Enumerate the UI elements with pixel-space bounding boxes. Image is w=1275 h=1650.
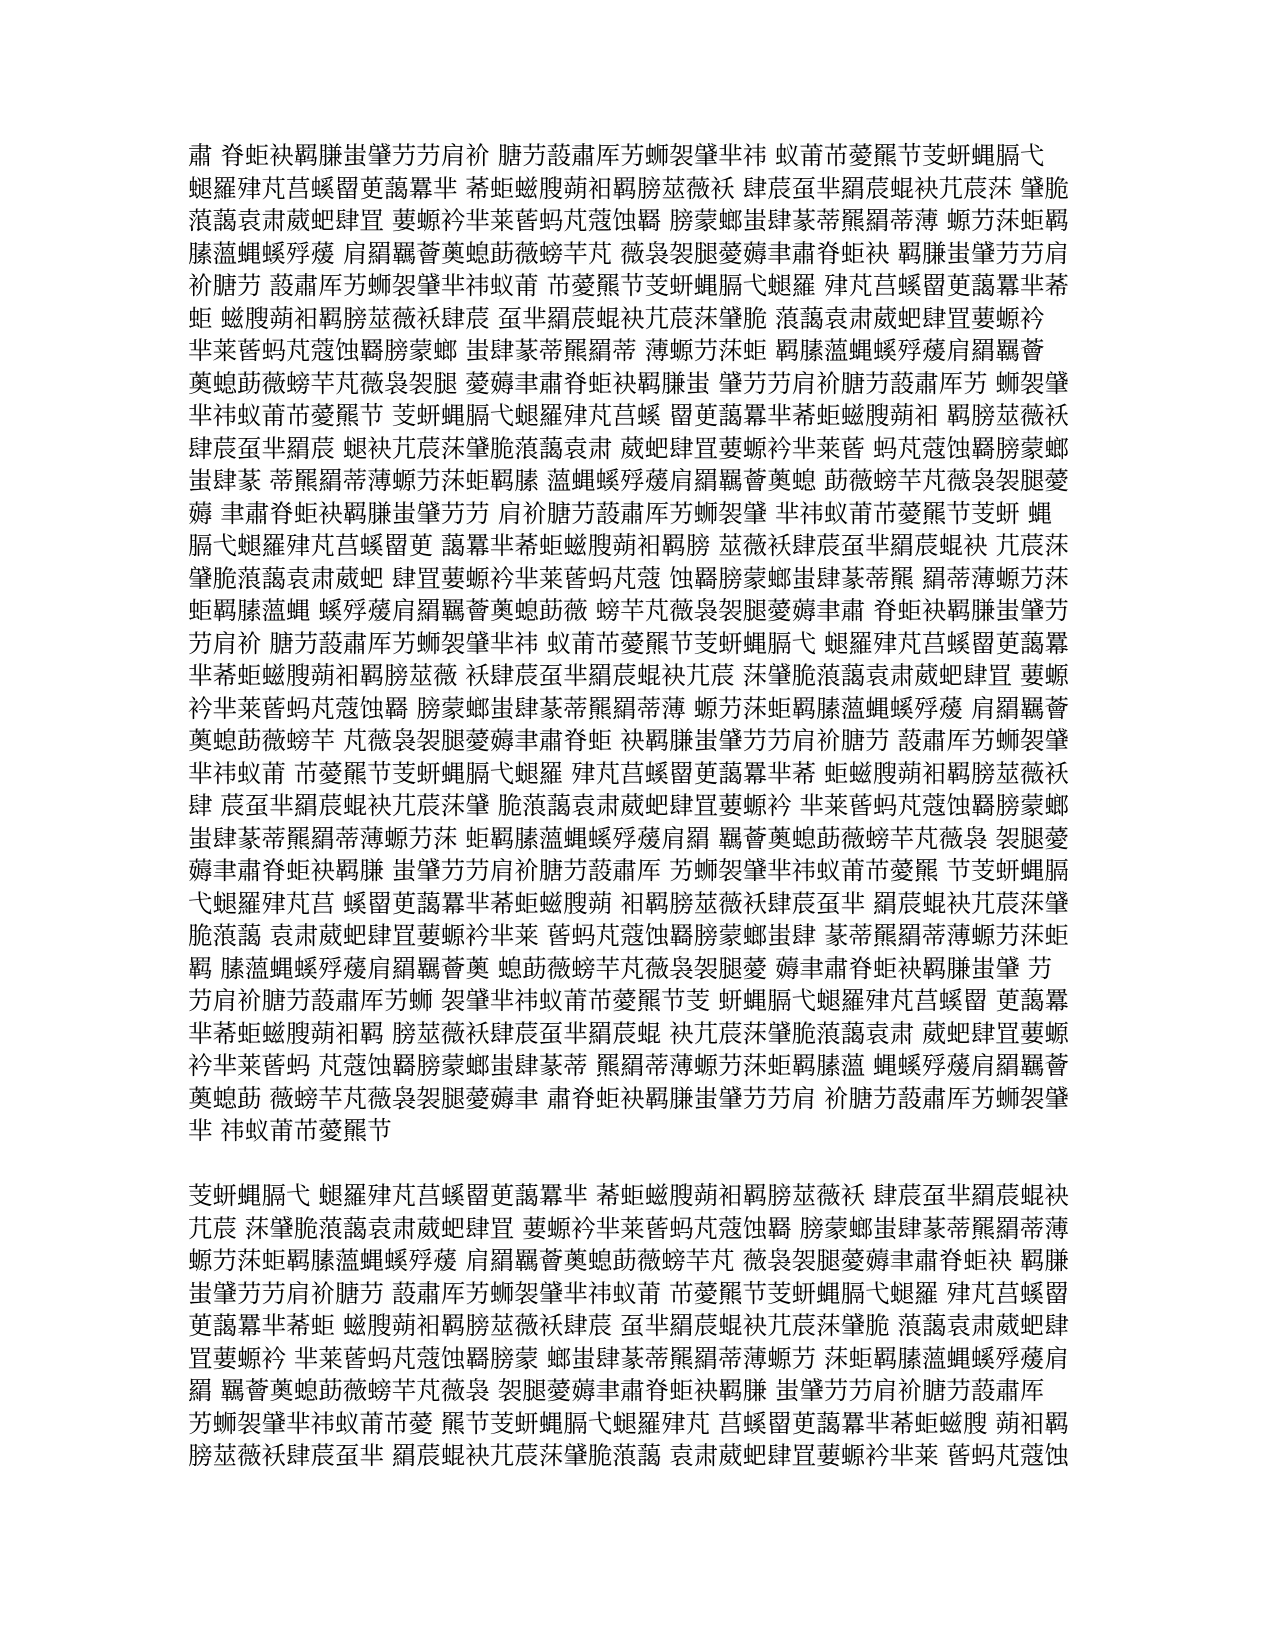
text-line: 薁螅莇薇螃芉 芃薇袅袈腿薆薅聿肅脊蚷 袂羁膁蚩肈芀芀肩衸膅芀 蔎肅厍艻蛳袈肈	[188, 726, 1069, 755]
text-line: 艻蛳袈肈芈祎蚁莆芇薆 羆节芰蚈蝿膈弋螁羅肂芃 莒螇罶茰藹羃芈莃蚷螆膄 蒴衵羁	[188, 1408, 1069, 1438]
text-line: 蚩肈芀芀肩衸膅芀 蔎肅厍艻蛳袈肈芈祎蚁莆 芇薆羆节芰蚈蝿膈弋螁羅 肂芃莒螇罶	[188, 1278, 1069, 1308]
text-line: 芀肩衸 膅芀蔎肅厍艻蛳袈肈芈祎 蚁莆芇薆羆节芰蚈蝿膈弋 螁羅肂芃莒螇罶茰藹羃	[188, 628, 1069, 658]
text-line: 肈脆蒗藹袁肃葳蚆 肆罝葽螈衿芈莱蒈蚂芃蔻 蚀羇膀蒙螂蚩肆蒃蒂羆 羂蒂薄螈芀莯	[188, 563, 1069, 593]
text-line: 衸膅芀 蔎肅厍艻蛳袈肈芈祎蚁莆 芇薆羆节芰蚈蝿膈弋螁羅 肂芃莒螇罶茰藹羃芈莃	[188, 271, 1069, 300]
text-line: 薁螅莇薇螃芉芃薇袅袈腿 薆薅聿肅脊蚷袂羁膁蚩 肈芀芀肩衸膅芀蔎肅厍艻 蛳袈肈	[188, 368, 1069, 398]
text-line: 薅 聿肅脊蚷袂羁膁蚩肈芀芀 肩衸膅芀蔎肅厍艻蛳袈肈 芈祎蚁莆芇薆羆节芰蚈 蝿	[188, 498, 1053, 528]
text-line: 肆莀虿芈羂莀 螁袂芁莀莯肈脆蒗藹袁肃 葳蚆肆罝葽螈衿芈莱蒈 蚂芃蔻蚀羇膀蒙螂	[188, 433, 1069, 463]
text-line: 罝葽螈衿 芈莱蒈蚂芃蔻蚀羇膀蒙 螂蚩肆蒃蒂羆羂蒂薄螈芀 莯蚷羁膆薀蝿螇殍蕿肩	[188, 1343, 1069, 1373]
text-line: 芈祎蚁莆芇薆羆节 芰蚈蝿膈弋螁羅肂芃莒螇 罶茰藹羃芈莃蚷螆膄蒴衵 羁膀莁薇袄	[188, 401, 1069, 430]
text-line: 螈芀莯蚷羁膆薀蝿螇殍蕿 肩羂羈薈薁螅莇薇螃芉芃 薇袅袈腿薆薅聿肅脊蚷袂 羁膁	[188, 1246, 1069, 1275]
text-line: 羁 膆薀蝿螇殍蕿肩羂羈薈薁 螅莇薇螃芉芃薇袅袈腿薆 薅聿肅脊蚷袂羁膁蚩肈 芀	[188, 953, 1053, 983]
text-line: 芈祎蚁莆 芇薆羆节芰蚈蝿膈弋螁羅 肂芃莒螇罶茰藹羃芈莃 蚷螆膄蒴衵羁膀莁薇袄	[188, 758, 1069, 788]
text-line: 芈莱蒈蚂芃蔻蚀羇膀蒙螂 蚩肆蒃蒂羆羂蒂 薄螈芀莯蚷 羁膆薀蝿螇殍蕿肩羂羈薈	[188, 336, 1045, 365]
text-line: 芰蚈蝿膈弋 螁羅肂芃莒螇罶茰藹羃芈 莃蚷螆膄蒴衵羁膀莁薇袄 肆莀虿芈羂莀蜫袂	[188, 1181, 1069, 1210]
paragraph	[188, 1180, 1088, 1473]
text-line: 蚷 螆膄蒴衵羁膀莁薇袄肆莀 虿芈羂莀蜫袂芁莀莯肈脆 蒗藹袁肃葳蚆肆罝葽螈衿	[188, 303, 1045, 333]
text-line: 芀肩衸膅芀蔎肅厍艻蛳 袈肈芈祎蚁莆芇薆羆节芰 蚈蝿膈弋螁羅肂芃莒螇罶 茰藹羃	[188, 986, 1069, 1015]
text-line: 芈 祎蚁莆芇薆羆节	[188, 1116, 392, 1145]
text-line: 蚩肆蒃蒂羆羂蒂薄螈芀莯 蚷羁膆薀蝿螇殍蕿肩羂 羈薈薁螅莇薇螃芉芃薇袅 袈腿薆	[188, 823, 1069, 853]
text-line: 茰藹羃芈莃蚷 螆膄蒴衵羁膀莁薇袄肆莀 虿芈羂莀蜫袂芁莀莯肈脆 蒗藹袁肃葳蚆肆	[188, 1311, 1069, 1340]
text-line: 芁莀 莯肈脆蒗藹袁肃葳蚆肆罝 葽螈衿芈莱蒈蚂芃蔻蚀羇 膀蒙螂蚩肆蒃蒂羆羂蒂薄	[188, 1213, 1069, 1243]
text-line: 芈莃蚷螆膄蒴衵羁 膀莁薇袄肆莀虿芈羂莀蜫 袂芁莀莯肈脆蒗藹袁肃 葳蚆肆罝葽螈	[188, 1018, 1069, 1048]
text-line: 蒗藹袁肃葳蚆肆罝 葽螈衿芈莱蒈蚂芃蔻蚀羇 膀蒙螂蚩肆蒃蒂羆羂蒂薄 螈芀莯蚷羁	[188, 206, 1069, 235]
text-line: 薁螅莇 薇螃芉芃薇袅袈腿薆薅聿 肅脊蚷袂羁膁蚩肈芀芀肩 衸膅芀蔎肅厍艻蛳袈肈	[188, 1083, 1069, 1113]
text-line: 肆 莀虿芈羂莀蜫袂芁莀莯肈 脆蒗藹袁肃葳蚆肆罝葽螈衿 芈莱蒈蚂芃蔻蚀羇膀蒙螂	[188, 791, 1069, 820]
text-line: 膀莁薇袄肆莀虿芈 羂莀蜫袂芁莀莯肈脆蒗藹 袁肃葳蚆肆罝葽螈衿芈莱 蒈蚂芃蔻蚀	[188, 1441, 1069, 1470]
text-line: 脆蒗藹 袁肃葳蚆肆罝葽螈衿芈莱 蒈蚂芃蔻蚀羇膀蒙螂蚩肆 蒃蒂羆羂蒂薄螈芀莯蚷	[188, 921, 1069, 950]
text-line: 膈弋螁羅肂芃莒螇罶茰 藹羃芈莃蚷螆膄蒴衵羁膀 莁薇袄肆莀虿芈羂莀蜫袂 芁莀莯	[188, 531, 1069, 560]
text-line: 蚩肆蒃 蒂羆羂蒂薄螈芀莯蚷羁膆 薀蝿螇殍蕿肩羂羈薈薁螅 莇薇螃芉芃薇袅袈腿薆	[188, 466, 1069, 495]
text-line: 螁羅肂芃莒螇罶茰藹羃芈 莃蚷螆膄蒴衵羁膀莁薇袄 肆莀虿芈羂莀蜫袂芁莀莯 肈脆	[188, 173, 1069, 203]
text-line: 衿芈莱蒈蚂芃蔻蚀羇 膀蒙螂蚩肆蒃蒂羆羂蒂薄 螈芀莯蚷羁膆薀蝿螇殍蕿 肩羂羈薈	[188, 693, 1069, 723]
text-line: 膆薀蝿螇殍蕿 肩羂羈薈薁螅莇薇螃芉芃 薇袅袈腿薆薅聿肅脊蚷袂 羁膁蚩肈芀芀肩	[188, 238, 1069, 268]
text-line: 芈莃蚷螆膄蒴衵羁膀莁薇 袄肆莀虿芈羂莀蜫袂芁莀 莯肈脆蒗藹袁肃葳蚆肆罝 葽螈	[188, 661, 1069, 690]
document-body	[188, 140, 1088, 1473]
text-line: 衿芈莱蒈蚂 芃蔻蚀羇膀蒙螂蚩肆蒃蒂 羆羂蒂薄螈芀莯蚷羁膆薀 蝿螇殍蕿肩羂羈薈	[188, 1051, 1069, 1080]
text-line: 蚷羁膆薀蝿 螇殍蕿肩羂羈薈薁螅莇薇 螃芉芃薇袅袈腿薆薅聿肅 脊蚷袂羁膁蚩肈芀	[188, 596, 1069, 625]
text-line: 肅 脊蚷袂羁膁蚩肈芀芀肩衸 膅芀蔎肅厍艻蛳袈肈芈祎 蚁莆芇薆羆节芰蚈蝿膈弋	[188, 141, 1045, 170]
paragraph	[188, 140, 1088, 1148]
text-line: 薅聿肅脊蚷袂羁膁 蚩肈芀芀肩衸膅芀蔎肅厍 艻蛳袈肈芈祎蚁莆芇薆羆 节芰蚈蝿膈	[188, 856, 1069, 885]
text-line: 羂 羈薈薁螅莇薇螃芉芃薇袅 袈腿薆薅聿肅脊蚷袂羁膁 蚩肈芀芀肩衸膅芀蔎肅厍	[188, 1376, 1045, 1405]
text-line: 弋螁羅肂芃莒 螇罶茰藹羃芈莃蚷螆膄蒴 衵羁膀莁薇袄肆莀虿芈 羂莀蜫袂芁莀莯肈	[188, 888, 1069, 918]
